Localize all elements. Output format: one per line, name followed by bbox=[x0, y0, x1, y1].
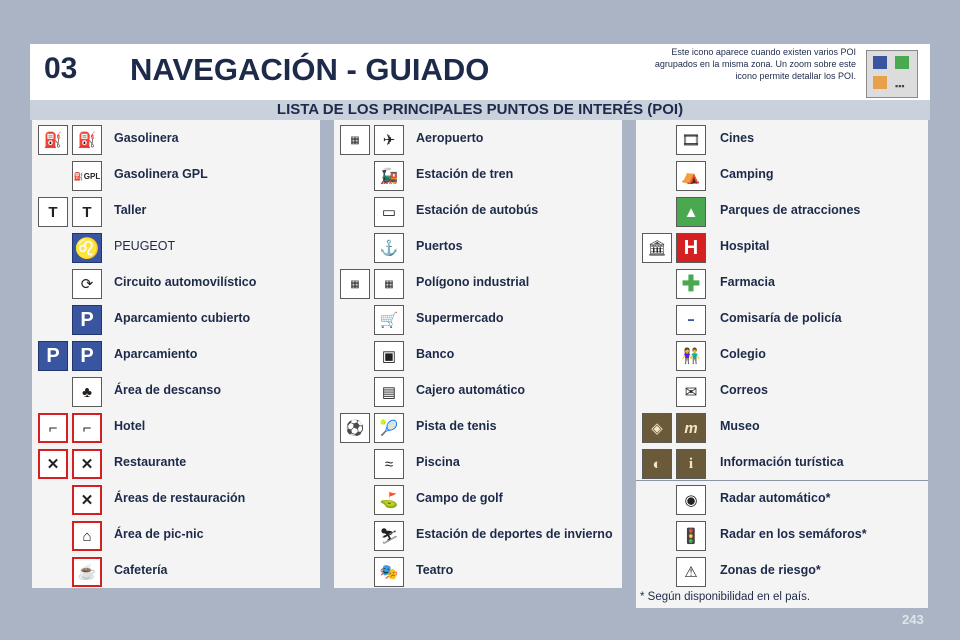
race-circuit-icon: ⟳ bbox=[72, 269, 102, 299]
poi-label: Comisaría de policía bbox=[720, 311, 842, 325]
poi-item-area-descanso bbox=[32, 374, 320, 410]
poi-item-tenis bbox=[334, 410, 622, 446]
poi-label: Circuito automovilístico bbox=[114, 275, 257, 289]
chapter-title: NAVEGACIÓN - GUIADO bbox=[130, 52, 490, 87]
poi-label: Hospital bbox=[720, 239, 770, 253]
hotel-bed-icon: ⌐ bbox=[72, 413, 102, 443]
wrench-icon: T bbox=[72, 197, 102, 227]
poi-item-restaurante bbox=[32, 446, 320, 482]
poi-item-radar-automatico bbox=[636, 482, 928, 518]
poi-group-icon: ▪▪▪ bbox=[866, 50, 918, 98]
tourism-group-icon: ◐ bbox=[642, 449, 672, 479]
poi-label: Gasolinera GPL bbox=[114, 167, 208, 181]
poi-item-supermercado bbox=[334, 302, 622, 338]
poi-label: Cajero automático bbox=[416, 383, 526, 397]
poi-item-banco bbox=[334, 338, 622, 374]
wrench-icon: T bbox=[38, 197, 68, 227]
poi-label: Cafetería bbox=[114, 563, 168, 577]
film-icon: 🎞 bbox=[676, 125, 706, 155]
poi-item-peugeot bbox=[32, 230, 320, 266]
poi-label: Correos bbox=[720, 383, 768, 397]
poi-label: Supermercado bbox=[416, 311, 504, 325]
traffic-light-camera-icon: 🚦 bbox=[676, 521, 706, 551]
poi-item-colegio bbox=[636, 338, 928, 374]
poi-item-circuito bbox=[32, 266, 320, 302]
poi-item-piscina bbox=[334, 446, 622, 482]
skier-icon: ⛷ bbox=[374, 521, 404, 551]
chapter-number: 03 bbox=[44, 52, 78, 85]
poi-label: Aparcamiento bbox=[114, 347, 198, 361]
picnic-icon: ⌂ bbox=[72, 521, 102, 551]
poi-item-hospital bbox=[636, 230, 928, 266]
poi-label: Colegio bbox=[720, 347, 766, 361]
golf-icon: ⛳ bbox=[374, 485, 404, 515]
parking-icon: P bbox=[72, 341, 102, 371]
commerce-group-icon: ▦ bbox=[374, 269, 404, 299]
poi-label: Radar automático* bbox=[720, 491, 831, 505]
poi-item-golf bbox=[334, 482, 622, 518]
coffee-cup-icon: ☕ bbox=[72, 557, 102, 587]
amusement-park-icon: ▲ bbox=[676, 197, 706, 227]
poi-label: Gasolinera bbox=[114, 131, 179, 145]
police-icon: ▬ bbox=[676, 305, 706, 335]
poi-label: Estación de tren bbox=[416, 167, 514, 181]
school-children-icon: 👫 bbox=[676, 341, 706, 371]
poi-item-cines bbox=[636, 122, 928, 158]
poi-item-estacion-tren bbox=[334, 158, 622, 194]
poi-label: Restaurante bbox=[114, 455, 187, 469]
poi-item-zonas-riesgo bbox=[636, 554, 928, 590]
speed-camera-icon: ◉ bbox=[676, 485, 706, 515]
poi-label: Parques de atracciones bbox=[720, 203, 861, 217]
poi-column-2 bbox=[334, 120, 622, 588]
poi-item-museo bbox=[636, 410, 928, 446]
poi-label: Hotel bbox=[114, 419, 146, 433]
poi-item-cajero bbox=[334, 374, 622, 410]
health-group-icon: 🏛 bbox=[642, 233, 672, 263]
transport-group-icon: ▦ bbox=[340, 125, 370, 155]
poi-item-comisaria bbox=[636, 302, 928, 338]
parking-icon: P bbox=[38, 341, 68, 371]
poi-item-cafeteria bbox=[32, 554, 320, 590]
poi-item-camping bbox=[636, 158, 928, 194]
fuel-pump-icon: ⛽ bbox=[72, 125, 102, 155]
poi-item-aeropuerto bbox=[334, 122, 622, 158]
poi-label: Taller bbox=[114, 203, 147, 217]
poi-column-1 bbox=[32, 120, 320, 588]
port-icon: ⚓ bbox=[374, 233, 404, 263]
covered-parking-icon: P bbox=[72, 305, 102, 335]
poi-item-radar-semaforos bbox=[636, 518, 928, 554]
poi-item-puertos bbox=[334, 230, 622, 266]
availability-footnote: * Según disponibilidad en el país. bbox=[640, 591, 811, 603]
poi-label: Zonas de riesgo* bbox=[720, 563, 821, 577]
poi-item-farmacia bbox=[636, 266, 928, 302]
poi-item-areas-restauracion bbox=[32, 482, 320, 518]
envelope-icon: ✉ bbox=[676, 377, 706, 407]
poi-column-3 bbox=[636, 120, 928, 588]
poi-group-note: Este icono aparece cuando existen varios POI agrupados en la misma zona. Un zoom sobre este icono permite detallar los POI. bbox=[654, 47, 856, 81]
poi-label: Aeropuerto bbox=[416, 131, 484, 145]
poi-item-deportes-invierno bbox=[334, 518, 622, 554]
poi-label: Museo bbox=[720, 419, 760, 433]
fork-knife-roof-icon: ✕ bbox=[72, 485, 102, 515]
atm-icon: ▤ bbox=[374, 377, 404, 407]
poi-label: Cines bbox=[720, 131, 755, 145]
poi-label: Pista de tenis bbox=[416, 419, 497, 433]
page-number: 243 bbox=[902, 612, 924, 627]
poi-item-picnic bbox=[32, 518, 320, 554]
sport-group-icon: ⚽ bbox=[340, 413, 370, 443]
tennis-icon: 🎾 bbox=[374, 413, 404, 443]
poi-item-taller bbox=[32, 194, 320, 230]
poi-label: Estación de autobús bbox=[416, 203, 539, 217]
peugeot-lion-icon: ♌ bbox=[72, 233, 102, 263]
poi-label: Teatro bbox=[416, 563, 454, 577]
poi-label: Información turística bbox=[720, 455, 844, 469]
bus-icon: ▭ bbox=[374, 197, 404, 227]
poi-item-gasolinera-gpl bbox=[32, 158, 320, 194]
commerce-group-icon: ▦ bbox=[340, 269, 370, 299]
poi-item-hotel bbox=[32, 410, 320, 446]
poi-item-gasolinera bbox=[32, 122, 320, 158]
fuel-pump-icon: ⛽ bbox=[38, 125, 68, 155]
poi-label: Polígono industrial bbox=[416, 275, 530, 289]
hotel-bed-icon: ⌐ bbox=[38, 413, 68, 443]
fork-knife-icon: ✕ bbox=[72, 449, 102, 479]
shopping-cart-icon: 🛒 bbox=[374, 305, 404, 335]
poi-label: Área de descanso bbox=[114, 383, 221, 397]
poi-label: Piscina bbox=[416, 455, 460, 469]
train-icon: 🚂 bbox=[374, 161, 404, 191]
rest-area-icon: ♣ bbox=[72, 377, 102, 407]
poi-item-aparcamiento-cubierto bbox=[32, 302, 320, 338]
poi-item-correos bbox=[636, 374, 928, 410]
poi-label: Camping bbox=[720, 167, 774, 181]
culture-group-icon: ◈ bbox=[642, 413, 672, 443]
gpl-pump-icon: ⛽GPL bbox=[72, 161, 102, 191]
poi-item-informacion-turistica bbox=[636, 446, 928, 482]
poi-label: Radar en los semáforos* bbox=[720, 527, 867, 541]
poi-label: Área de pic-nic bbox=[114, 527, 204, 541]
poi-label: Banco bbox=[416, 347, 455, 361]
poi-label: Farmacia bbox=[720, 275, 775, 289]
hospital-h-icon: H bbox=[676, 233, 706, 263]
museum-m-icon: m bbox=[676, 413, 706, 443]
radar-section-divider bbox=[636, 480, 928, 481]
warning-triangle-icon: ⚠ bbox=[676, 557, 706, 587]
airplane-icon: ✈ bbox=[374, 125, 404, 155]
poi-label: Áreas de restauración bbox=[114, 491, 246, 505]
poi-label: PEUGEOT bbox=[114, 239, 176, 253]
poi-item-estacion-autobus bbox=[334, 194, 622, 230]
poi-item-parques-atracciones bbox=[636, 194, 928, 230]
camping-icon: ⛺ bbox=[676, 161, 706, 191]
theatre-icon: 🎭 bbox=[374, 557, 404, 587]
poi-label: Campo de golf bbox=[416, 491, 503, 505]
fork-knife-icon: ✕ bbox=[38, 449, 68, 479]
bank-icon: ▣ bbox=[374, 341, 404, 371]
poi-label: Estación de deportes de invierno bbox=[416, 527, 613, 541]
poi-item-aparcamiento bbox=[32, 338, 320, 374]
swimmer-icon: ≈ bbox=[374, 449, 404, 479]
section-subtitle: LISTA DE LOS PRINCIPALES PUNTOS DE INTERÉS (POI) bbox=[276, 101, 684, 118]
info-icon: i bbox=[676, 449, 706, 479]
poi-label: Puertos bbox=[416, 239, 463, 253]
poi-label: Aparcamiento cubierto bbox=[114, 311, 251, 325]
poi-item-poligono-industrial bbox=[334, 266, 622, 302]
pharmacy-cross-icon: ✚ bbox=[676, 269, 706, 299]
poi-item-teatro bbox=[334, 554, 622, 590]
